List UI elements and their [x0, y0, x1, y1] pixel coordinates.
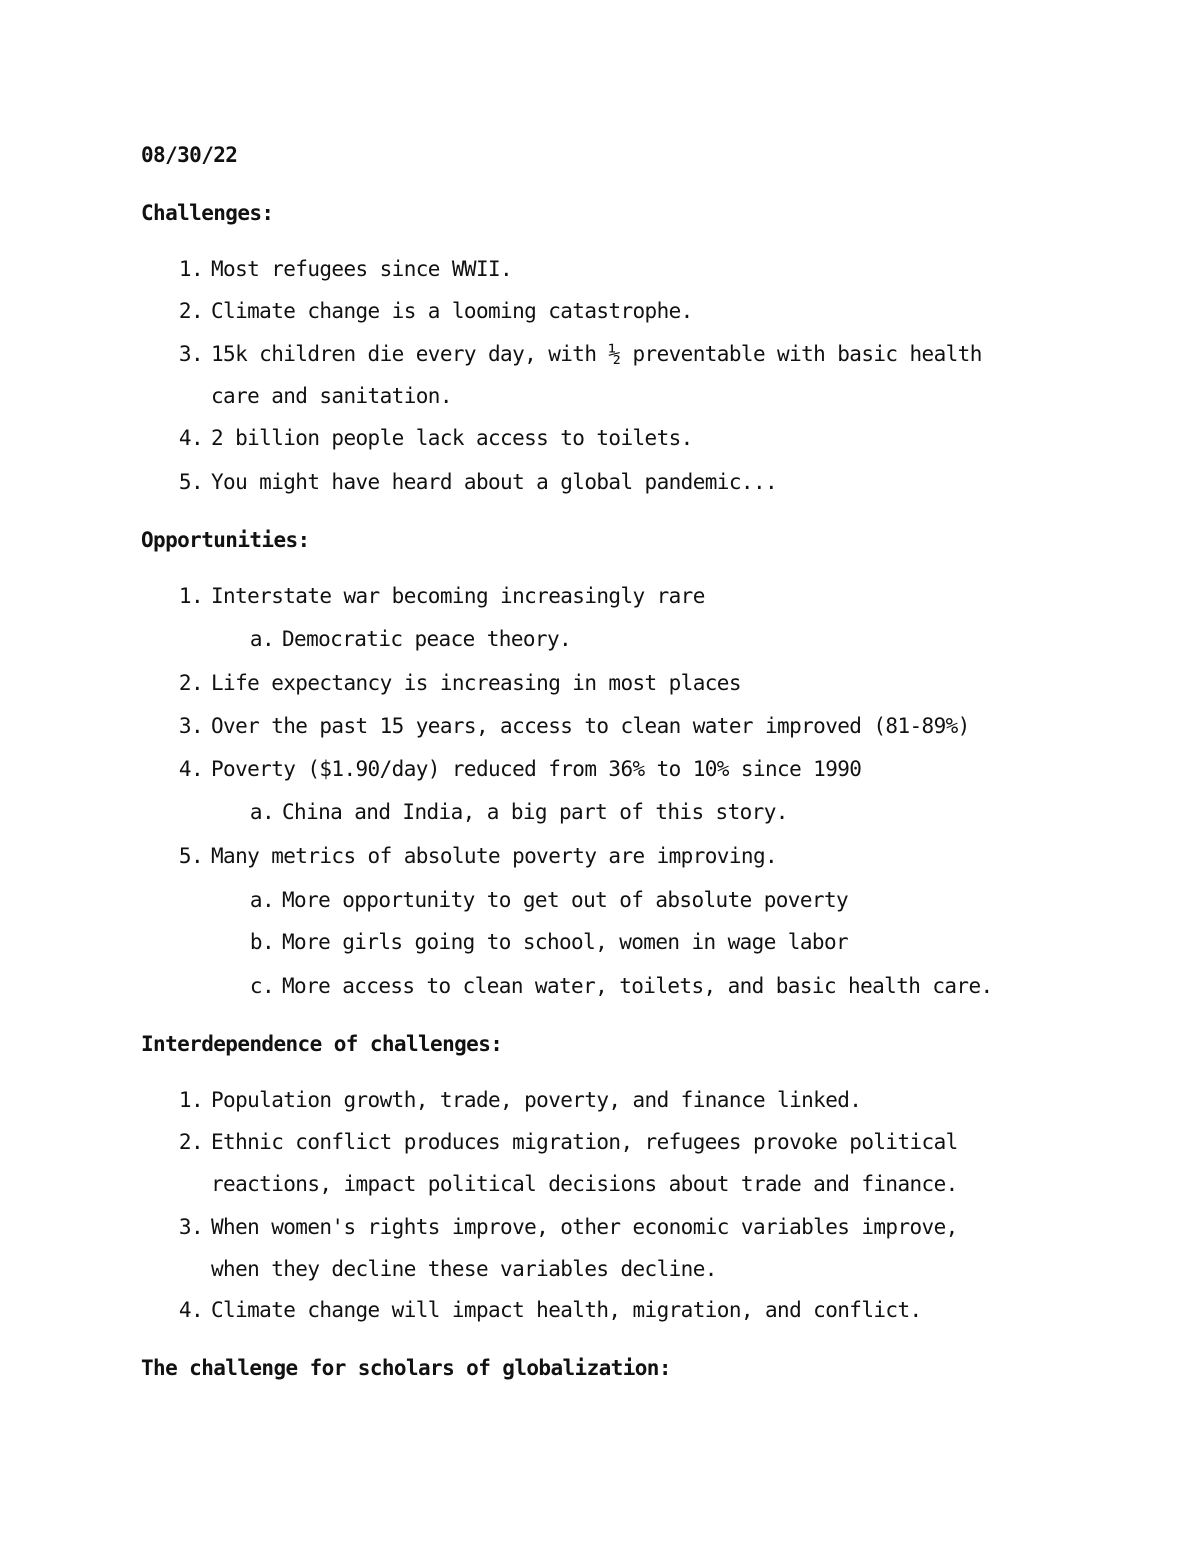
challenge-item: [178, 290, 693, 332]
list-marker: a.: [249, 627, 274, 651]
opportunities-heading: Opportunities:: [141, 528, 310, 552]
note-date: 08/30/22: [141, 143, 238, 167]
list-item-text: Population growth, trade, poverty, and finance linked.: [211, 1088, 862, 1112]
list-item-text: Ethnic conflict produces migration, refugees provoke political: [211, 1130, 958, 1154]
interdependence-item: [178, 1121, 958, 1205]
list-marker: 3.: [178, 342, 203, 366]
opportunity-item: [178, 835, 778, 877]
list-marker: 3.: [178, 1215, 203, 1239]
list-item-text: Interstate war becoming increasingly rare: [211, 584, 705, 608]
list-item-text: China and India, a big part of this story.: [282, 800, 788, 824]
opportunity-subitem: [249, 879, 849, 921]
list-marker: 1.: [178, 1088, 203, 1112]
opportunity-item: [178, 662, 741, 704]
list-item-text: 2 billion people lack access to toilets.: [211, 426, 693, 450]
list-item-text: More opportunity to get out of absolute poverty: [282, 888, 849, 912]
opportunity-item: [178, 705, 970, 747]
list-item-text: When women's rights improve, other economic variables improve,: [211, 1215, 958, 1239]
list-marker: 4.: [178, 1298, 203, 1322]
list-item-text: Over the past 15 years, access to clean water improved (81-89%): [211, 714, 970, 738]
opportunity-subitem: [249, 618, 572, 660]
interdependence-item: [178, 1206, 958, 1290]
list-item-text: Climate change will impact health, migration, and conflict.: [211, 1298, 922, 1322]
list-marker: 1.: [178, 584, 203, 608]
list-item-text: care and sanitation.: [211, 384, 452, 408]
list-marker: c.: [249, 974, 274, 998]
list-item-text: Poverty ($1.90/day) reduced from 36% to 10% since 1990: [211, 757, 862, 781]
list-item-text: Many metrics of absolute poverty are improving.: [211, 844, 778, 868]
list-item-text: Most refugees since WWII.: [211, 257, 513, 281]
list-marker: 4.: [178, 426, 203, 450]
interdependence-item: [178, 1079, 862, 1121]
list-item-text: More access to clean water, toilets, and basic health care.: [282, 974, 993, 998]
opportunity-item: [178, 575, 705, 617]
challenge-item: [178, 417, 693, 459]
list-item-text: 15k children die every day, with ½ preventable with basic health: [211, 342, 982, 366]
list-marker: 4.: [178, 757, 203, 781]
interdependence-item: [178, 1289, 922, 1331]
challenge-item: [178, 248, 513, 290]
challenges-heading: Challenges:: [141, 201, 274, 225]
opportunity-subitem: [249, 921, 849, 963]
list-marker: 3.: [178, 714, 203, 738]
list-item-text: when they decline these variables decline.: [211, 1257, 717, 1281]
list-item-text: Life expectancy is increasing in most places: [211, 671, 741, 695]
list-item-text: Democratic peace theory.: [282, 627, 572, 651]
list-marker: 5.: [178, 844, 203, 868]
opportunity-subitem: [249, 791, 788, 833]
list-item-text: More girls going to school, women in wage labor: [282, 930, 849, 954]
list-item-text: Climate change is a looming catastrophe.: [211, 299, 693, 323]
opportunity-item: [178, 748, 862, 790]
interdependence-heading: Interdependence of challenges:: [141, 1032, 503, 1056]
list-item-text: reactions, impact political decisions about trade and finance.: [211, 1172, 958, 1196]
list-marker: 2.: [178, 299, 203, 323]
list-marker: 2.: [178, 1130, 203, 1154]
list-marker: a.: [249, 888, 274, 912]
challenge-item: [178, 333, 982, 417]
list-marker: b.: [249, 930, 274, 954]
opportunity-subitem: [249, 965, 993, 1007]
list-marker: 5.: [178, 470, 203, 494]
challenge-item: [178, 461, 778, 503]
list-marker: a.: [249, 800, 274, 824]
scholars-heading: The challenge for scholars of globalization:: [141, 1356, 671, 1380]
list-marker: 1.: [178, 257, 203, 281]
list-marker: 2.: [178, 671, 203, 695]
list-item-text: You might have heard about a global pandemic...: [211, 470, 778, 494]
